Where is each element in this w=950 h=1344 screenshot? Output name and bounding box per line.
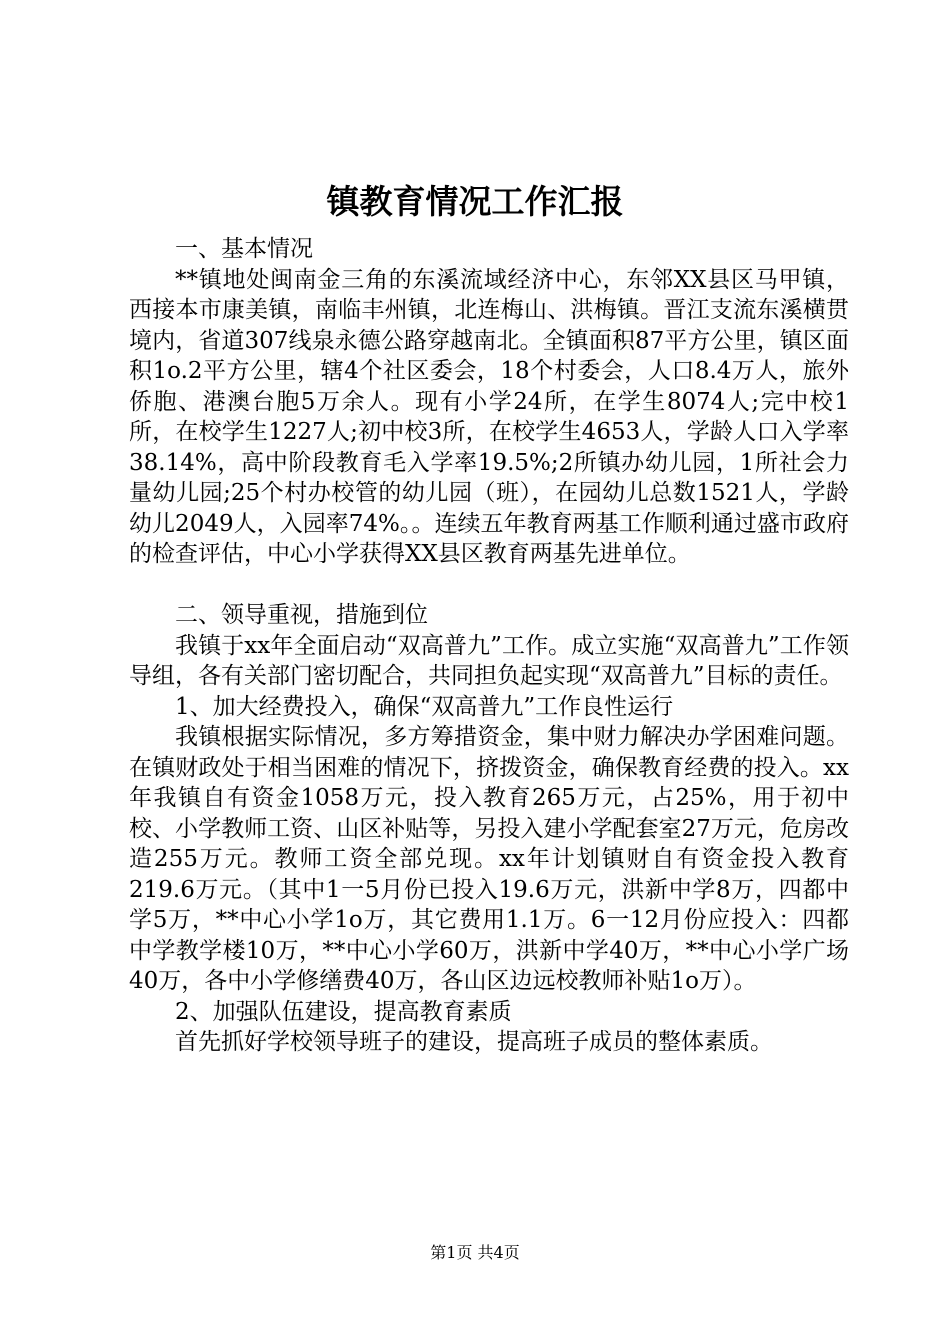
paragraph-leadership: 我镇于xx年全面启动“双高普九”工作。成立实施“双高普九”工作领导组，各有关部门密切配合，共同担负起实现“双高普九”目标的责任。 — [129, 632, 849, 689]
page-footer: 第1页 共4页 — [430, 1243, 520, 1262]
paragraph-team: 首先抓好学校领导班子的建设，提高班子成员的整体素质。 — [175, 1029, 773, 1055]
section-heading-leadership: 二、领导重视，措施到位 — [175, 602, 428, 628]
subsection-heading-team: 2、加强队伍建设，提高教育素质 — [175, 998, 512, 1025]
document-title: 镇教育情况工作汇报 — [326, 182, 624, 221]
document-body — [129, 234, 849, 1058]
paragraph-funding: 我镇根据实际情况，多方筹措资金，集中财力解决办学困难问题。在镇财政处于相当困难的情况下，挤拨资金，确保教育经费的投入。xx年我镇自有资金1058万元，投入教育265万元，占25%，用于初中校、小学教师工资、山区补贴等，另投入建小学配套室27万元，危房改造255万元。教师工资全部兑现。xx年计划镇财自有资金投入教育219.6万元。（其中1一5月份已投入19.6万元，洪新中学8万，四都中学5万，**中心小学1o万，其它费用1.1万。6一12月份应投入：四都中学教学楼10万，**中心小学60万，洪新中学40万，**中心小学广场40万，各中小学修缮费40万，各山区边远校教师补贴1o万）。 — [129, 724, 849, 994]
paragraph-spacer — [129, 570, 849, 601]
subsection-heading-funding: 1、加大经费投入，确保“双高普九”工作良性运行 — [175, 693, 674, 720]
section-heading-basic-info: 一、基本情况 — [175, 236, 313, 262]
paragraph-basic-info: **镇地处闽南金三角的东溪流域经济中心，东邻XX县区马甲镇，西接本市康美镇，南临丰州镇，北连梅山、洪梅镇。晋江支流东溪横贯境内，省道307线泉永德公路穿越南北。全镇面积87平方公里，镇区面积1o.2平方公里，辖4个社区委会，18个村委会，人口8.4万人，旅外侨胞、港澳台胞5万余人。现有小学24所，在学生8074人;完中校1所，在校学生1227人;初中校3所，在校学生4653人，学龄人口入学率38.14%，高中阶段教育毛入学率19.5%;2所镇办幼儿园，1所社会力量幼儿园;25个村办校管的幼儿园（班），在园幼儿总数1521人，学龄幼儿2049人，入园率74%。。连续五年教育两基工作顺利通过盛市政府的检查评估，中心小学获得XX县区教育两基先进单位。 — [129, 266, 849, 567]
